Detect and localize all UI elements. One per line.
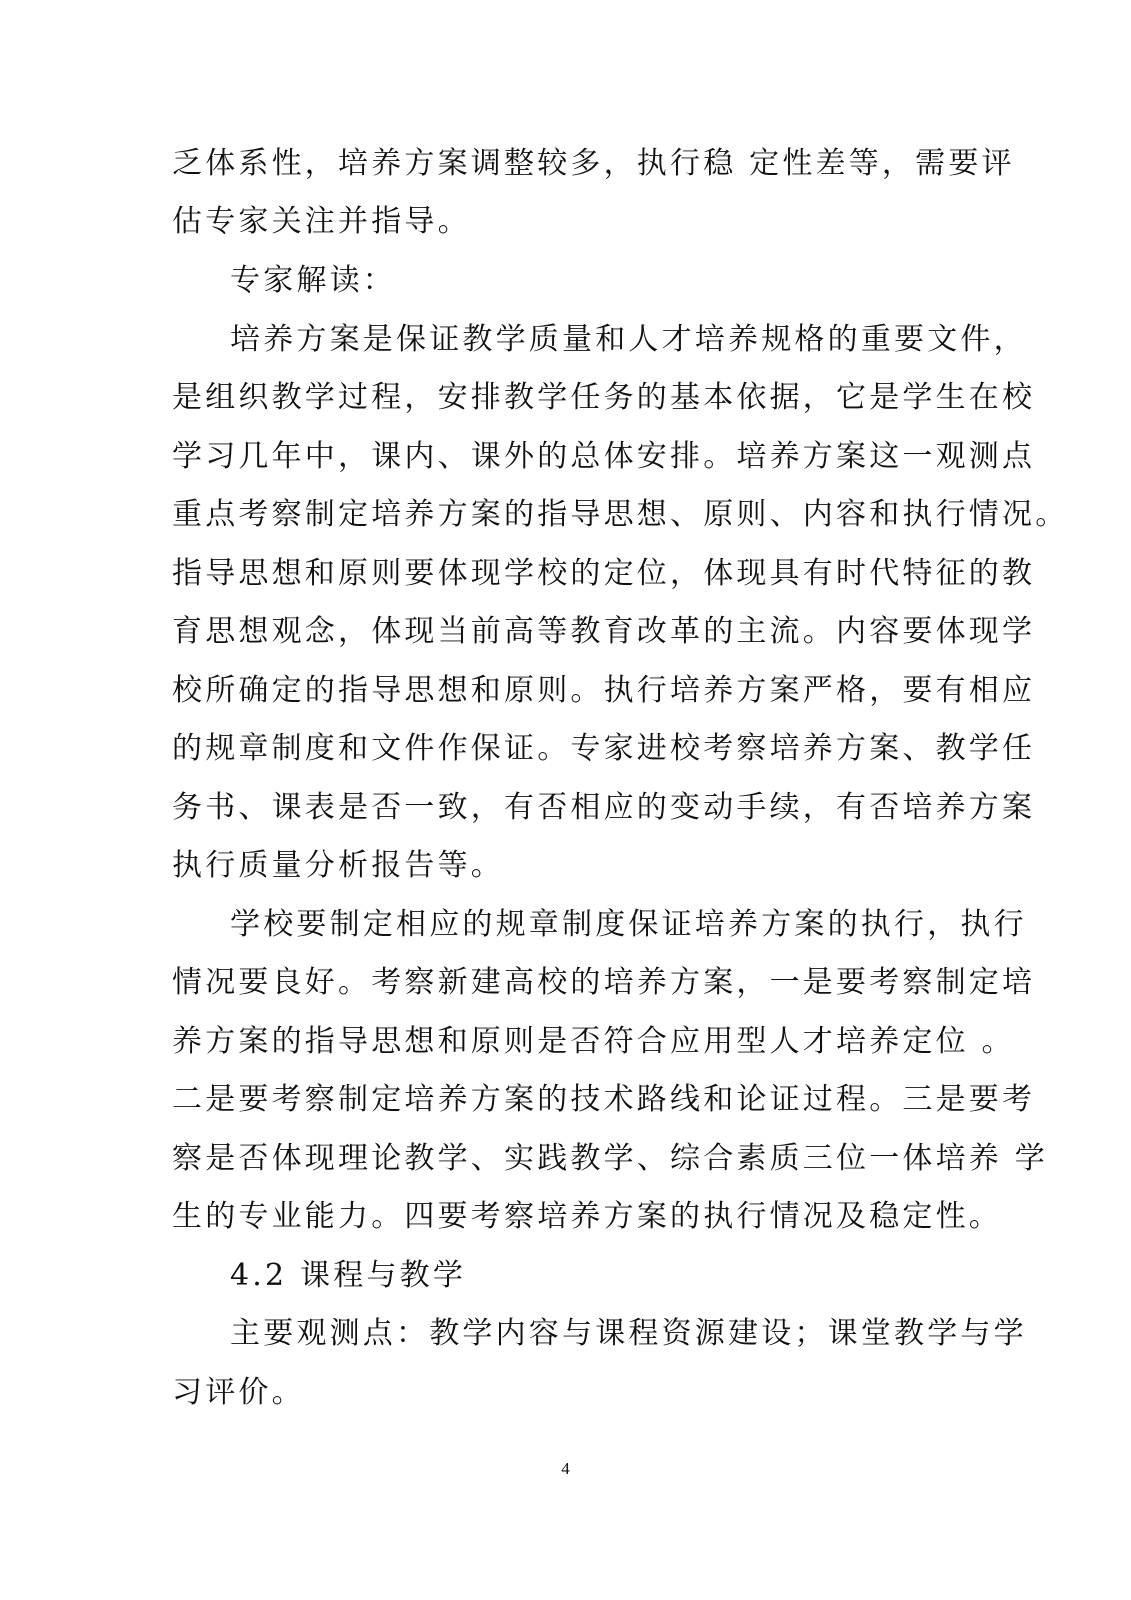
- paragraph-1-line-3: 学习几年中，课内、课外的总体安排。培养方案这一观测点: [172, 439, 1036, 474]
- paragraph-1-line-1: 培养方案是保证教学质量和人才培养规格的重要文件，: [230, 322, 1027, 357]
- page-number: 4: [561, 1459, 570, 1478]
- observation-points-line-1: 主要观测点：教学内容与课程资源建设；课堂教学与学: [230, 1316, 1027, 1351]
- text-line-2: 估专家关注并指导。: [172, 204, 471, 239]
- text-line-1: 乏体系性，培养方案调整较多，执行稳 定性差等，需要评: [172, 146, 1015, 181]
- observation-points-line-2: 习评价。: [172, 1375, 305, 1410]
- paragraph-1-line-8: 的规章制度和文件作保证。专家进校考察培养方案、教学任: [172, 731, 1036, 766]
- paragraph-1-line-4: 重点考察制定培养方案的指导思想、原则、内容和执行情况。: [172, 497, 1069, 532]
- paragraph-1-line-7: 校所确定的指导思想和原则。执行培养方案严格，要有相应: [172, 673, 1036, 708]
- paragraph-2-line-1: 学校要制定相应的规章制度保证培养方案的执行，执行: [230, 907, 1027, 942]
- paragraph-2-line-5: 察是否体现理论教学、实践教学、综合素质三位一体培养 学: [172, 1141, 1048, 1176]
- section-heading-4-2: 4.2 课程与教学: [230, 1258, 467, 1293]
- paragraph-2-line-3: 养方案的指导思想和原则是否符合应用型人才培养定位 。: [172, 1024, 1015, 1059]
- paragraph-1-line-6: 育思想观念，体现当前高等教育改革的主流。内容要体现学: [172, 614, 1036, 649]
- paragraph-2-line-2: 情况要良好。考察新建高校的培养方案，一是要考察制定培: [172, 965, 1036, 1000]
- paragraph-1-line-5: 指导思想和原则要体现学校的定位，体现具有时代特征的教: [172, 556, 1036, 591]
- paragraph-2-line-4: 二是要考察制定培养方案的技术路线和论证过程。三是要考: [172, 1082, 1036, 1117]
- paragraph-1-line-2: 是组织教学过程，安排教学任务的基本依据，它是学生在校: [172, 380, 1036, 415]
- paragraph-2-line-6: 生的专业能力。四要考察培养方案的执行情况及稳定性。: [172, 1199, 1002, 1234]
- section-label-expert-interpretation: 专家解读：: [230, 263, 396, 298]
- paragraph-1-line-10: 执行质量分析报告等。: [172, 848, 504, 883]
- paragraph-1-line-9: 务书、课表是否一致，有否相应的变动手续，有否培养方案: [172, 790, 1036, 825]
